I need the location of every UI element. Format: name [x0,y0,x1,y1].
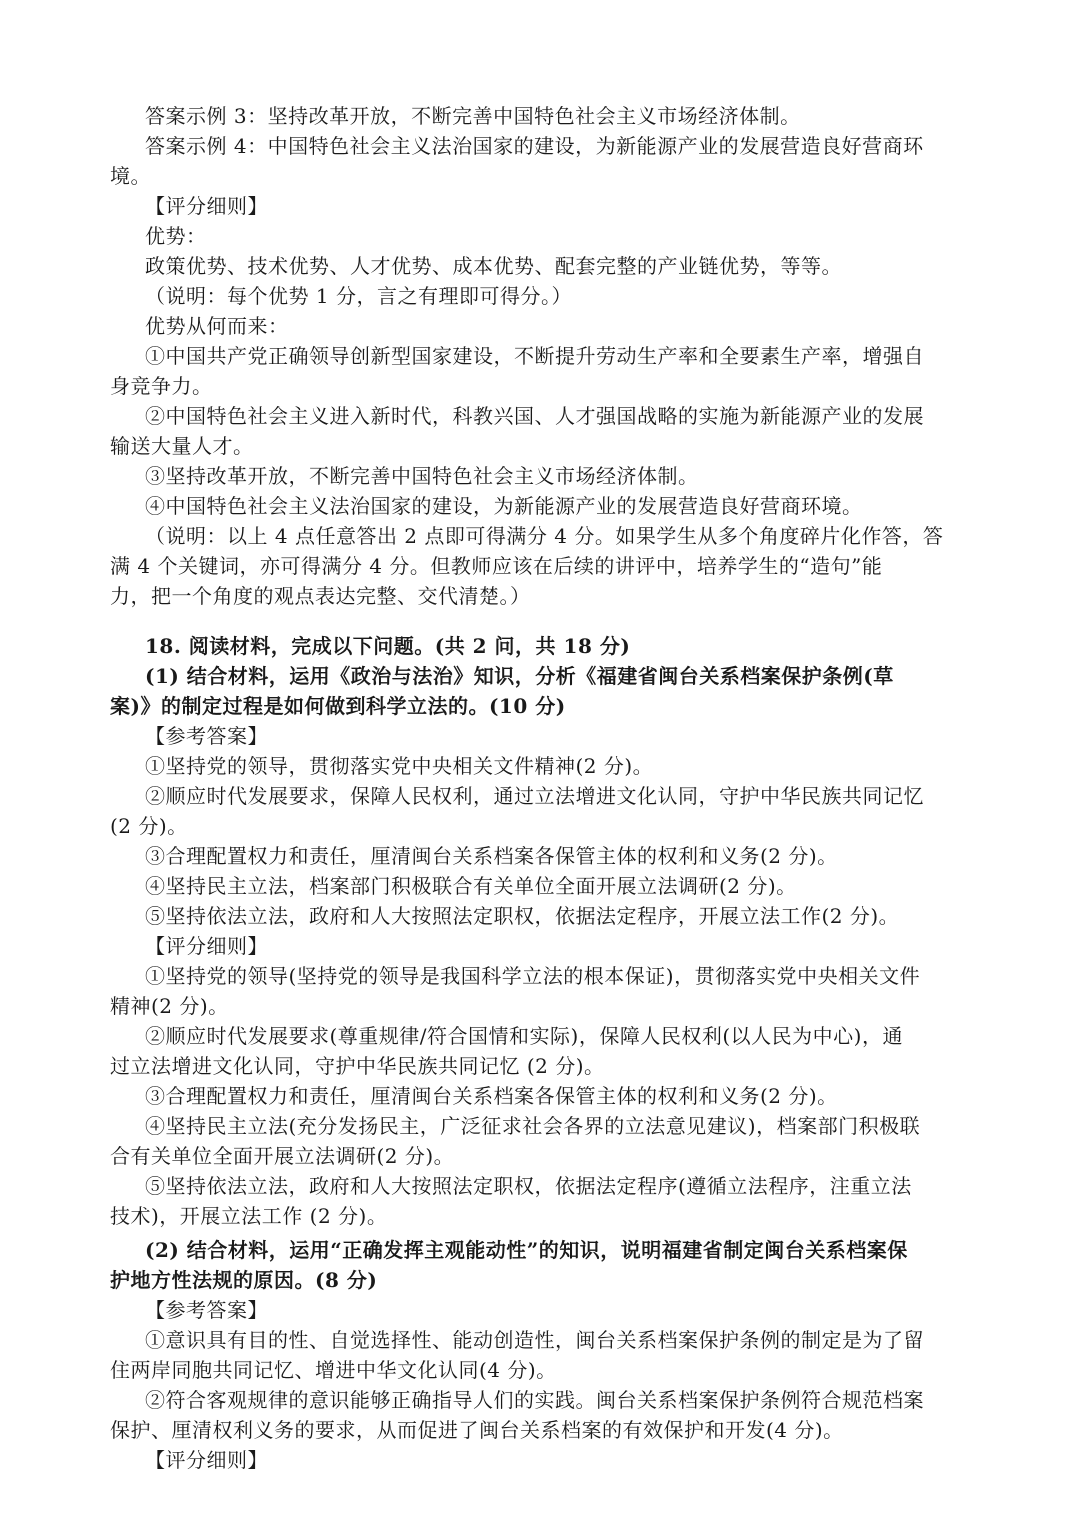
text-line: ①中国共产党正确领导创新型国家建设，不断提升劳动生产率和全要素生产率，增强自 [145,344,924,368]
text-line: 技术)，开展立法工作 (2 分)。 [110,1204,388,1228]
text-line: ⑤坚持依法立法，政府和人大按照法定职权，依据法定程序(遵循立法程序，注重立法 [145,1174,912,1198]
text-line: ②中国特色社会主义进入新时代，科教兴国、人才强国战略的实施为新能源产业的发展 [145,404,924,428]
question-part: 案)》的制定过程是如何做到科学立法的。(10 分) [110,694,566,718]
text-line: 答案示例 3：坚持改革开放，不断完善中国特色社会主义市场经济体制。 [145,104,801,128]
text-line: 输送大量人才。 [110,434,254,458]
text-line: (2 分)。 [110,814,188,838]
text-line: （说明：以上 4 点任意答出 2 点即可得满分 4 分。如果学生从多个角度碎片化作答，答 [145,524,944,548]
text-line: ①坚持党的领导，贯彻落实党中央相关文件精神(2 分)。 [145,754,654,778]
text-line: 优势： [145,224,207,248]
text-line: ⑤坚持依法立法，政府和人大按照法定职权，依据法定程序，开展立法工作(2 分)。 [145,904,900,928]
section-heading: 【参考答案】 [145,724,268,748]
section-heading: 【评分细则】 [145,194,268,218]
question-part: (1) 结合材料，运用《政治与法治》知识，分析《福建省闽台关系档案保护条例(草 [145,664,894,688]
text-line: ②顺应时代发展要求(尊重规律/符合国情和实际)，保障人民权利(以人民为中心)，通 [145,1024,903,1048]
question-part: 护地方性法规的原因。(8 分) [110,1268,378,1292]
text-line: 优势从何而来： [145,314,289,338]
section-heading: 【评分细则】 [145,1448,268,1472]
section-heading: 【参考答案】 [145,1298,268,1322]
question-part: (2) 结合材料，运用“正确发挥主观能动性”的知识，说明福建省制定闽台关系档案保 [145,1238,908,1262]
text-line: 身竞争力。 [110,374,213,398]
text-line: 过立法增进文化认同，守护中华民族共同记忆 (2 分)。 [110,1054,605,1078]
text-line: ①坚持党的领导(坚持党的领导是我国科学立法的根本保证)，贯彻落实党中央相关文件 [145,964,921,988]
text-line: ①意识具有目的性、自觉选择性、能动创造性，闽台关系档案保护条例的制定是为了留 [145,1328,924,1352]
text-line: 答案示例 4：中国特色社会主义法治国家的建设，为新能源产业的发展营造良好营商环 [145,134,924,158]
question-title: 18. 阅读材料，完成以下问题。(共 2 问，共 18 分) [145,634,631,658]
text-line: ④坚持民主立法(充分发扬民主，广泛征求社会各界的立法意见建议)，档案部门积极联 [145,1114,921,1138]
text-line: 境。 [110,164,151,188]
text-line: ③合理配置权力和责任，厘清闽台关系档案各保管主体的权利和义务(2 分)。 [145,844,838,868]
text-line: 满 4 个关键词，亦可得满分 4 分。但教师应该在后续的讲评中，培养学生的“造句”能 [110,554,883,578]
text-line: ②符合客观规律的意识能够正确指导人们的实践。闽台关系档案保护条例符合规范档案 [145,1388,924,1412]
section-heading: 【评分细则】 [145,934,268,958]
text-line: 住两岸同胞共同记忆、增进中华文化认同(4 分)。 [110,1358,557,1382]
text-line: ④中国特色社会主义法治国家的建设，为新能源产业的发展营造良好营商环境。 [145,494,863,518]
text-line: ②顺应时代发展要求，保障人民权利，通过立法增进文化认同，守护中华民族共同记忆 [145,784,924,808]
text-line: 精神(2 分)。 [110,994,229,1018]
text-line: 合有关单位全面开展立法调研(2 分)。 [110,1144,455,1168]
text-line: 政策优势、技术优势、人才优势、成本优势、配套完整的产业链优势，等等。 [145,254,842,278]
text-line: ④坚持民主立法，档案部门积极联合有关单位全面开展立法调研(2 分)。 [145,874,797,898]
text-line: 力，把一个角度的观点表达完整、交代清楚。） [110,584,531,608]
text-line: （说明：每个优势 1 分，言之有理即可得分。） [145,284,572,308]
text-line: ③合理配置权力和责任，厘清闽台关系档案各保管主体的权利和义务(2 分)。 [145,1084,838,1108]
text-line: 保护、厘清权利义务的要求，从而促进了闽台关系档案的有效保护和开发(4 分)。 [110,1418,844,1442]
text-line: ③坚持改革开放，不断完善中国特色社会主义市场经济体制。 [145,464,699,488]
